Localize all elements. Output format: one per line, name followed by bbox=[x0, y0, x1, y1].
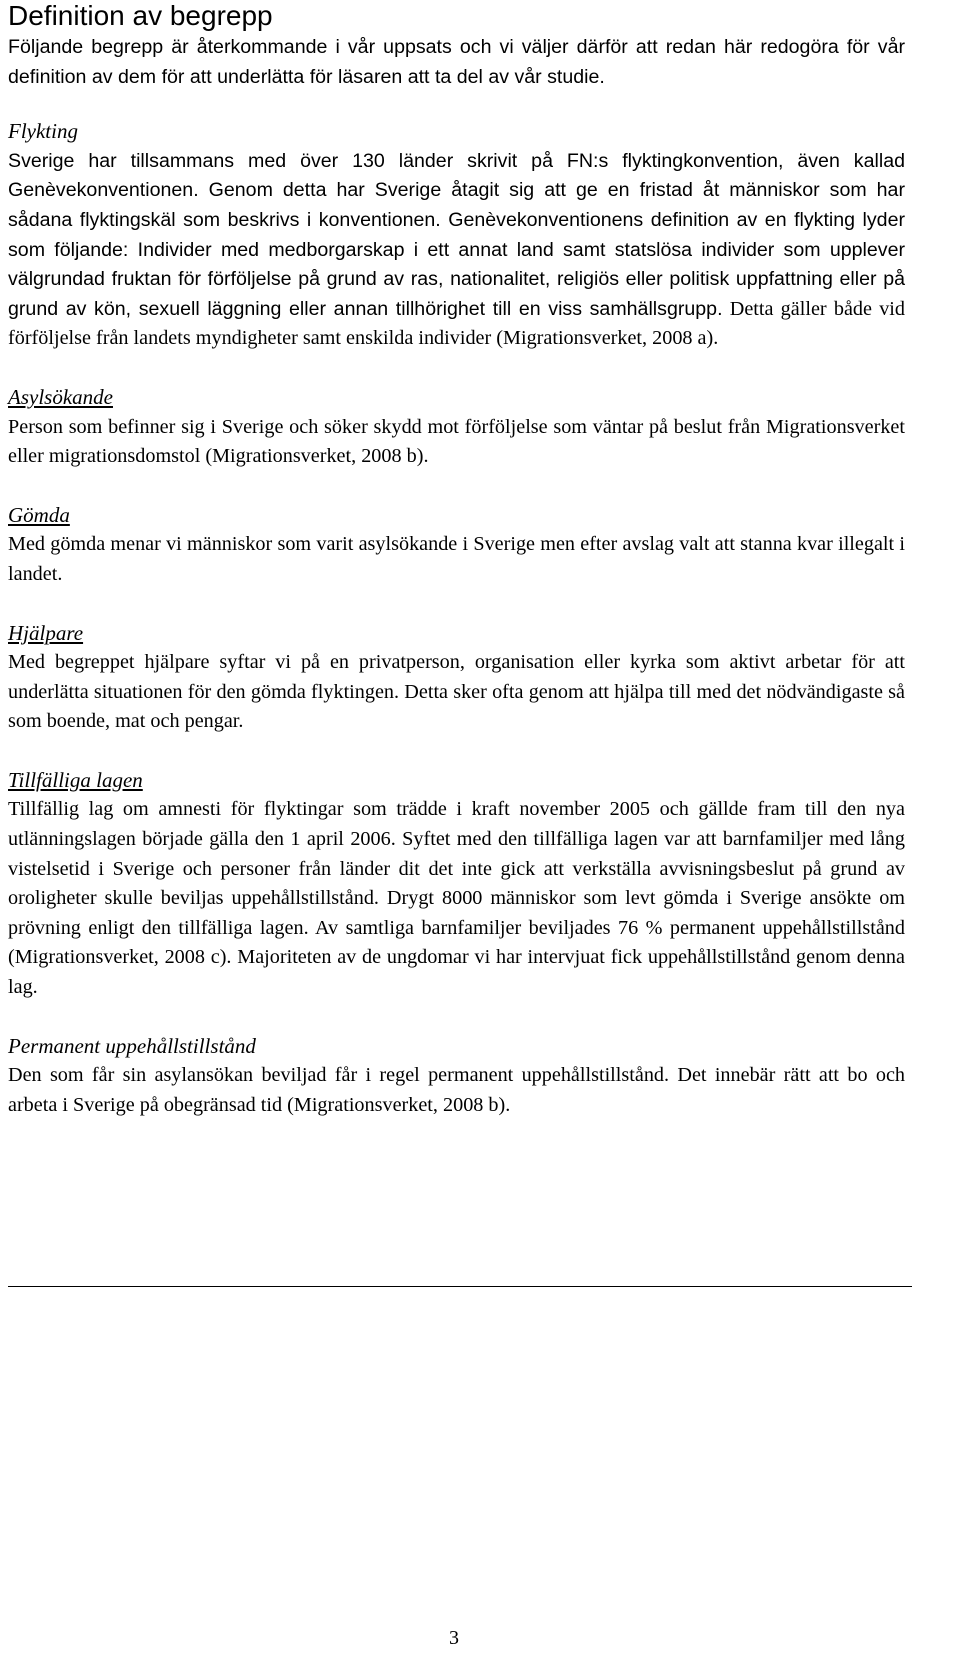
spacer bbox=[8, 1003, 905, 1032]
spacer bbox=[8, 354, 905, 383]
term-hjalpare: Hjälpare bbox=[8, 620, 84, 645]
spacer bbox=[8, 92, 905, 117]
spacer bbox=[8, 590, 905, 619]
page-title: Definition av begrepp bbox=[8, 0, 273, 31]
page-number: 3 bbox=[449, 1627, 459, 1649]
footnote-separator bbox=[8, 1286, 912, 1287]
document-page bbox=[8, 0, 905, 1649]
spacer bbox=[8, 737, 905, 766]
definition-asylsokande: Person som befinner sig i Sverige och söker skydd mot förföljelse som väntar på beslut från Migrationsverket eller migrationsdomstol (Migrationsverket, 2008 b). bbox=[8, 415, 905, 468]
term-tillfalliga-lagen: Tillfälliga lagen bbox=[8, 767, 143, 792]
definition-tillfalliga-lagen: Tillfällig lag om amnesti för flyktingar som trädde i kraft november 2005 och gällde fram till den nya utlänningslagen började gälla den 1 april 2006. Syftet med den tillfälliga lagen var att barnfamiljer med lång vistelsetid i Sverige och personer från länder dit det inte gick att verkställa avvisningsbeslut på grund av oroligheter skulle beviljas uppehållstillstånd. Drygt 8000 människor som levt gömda i Sverige ansökte om prövning enligt den tillfälliga lagen. Av samtliga barnfamiljer beviljades 76 % permanent uppehållstillstånd (Migrationsverket, 2008 c). Majoriteten av de ungdomar vi har intervjuat fick uppehållstillstånd genom denna lag. bbox=[8, 798, 905, 999]
definition-flykting-part-a: Sverige har tillsammans med över 130 länder skrivit på FN:s flyktingkonvention, även kallad Genèvekonventionen. Genom detta har Sverige åtagit sig att ge en fristad åt människor som har sådana flyktingskäl som beskrivs i konventionen. Genèvekonventionens definition av en flykting lyder som följande: Individer med medborgarskap i ett annat land samt statslösa individer som upplever välgrundad fruktan för förföljelse på grund av ras, nationalitet, religiös eller politisk uppfattning eller på grund av kön, sexuell läggning eller annan tillhörighet till en viss samhällsgrupp. bbox=[8, 149, 905, 320]
term-flykting: Flykting bbox=[8, 119, 78, 144]
term-asylsokande: Asylsökande bbox=[8, 384, 113, 409]
definition-gomda: Med gömda menar vi människor som varit asylsökande i Sverige men efter avslag valt att stanna kvar illegalt i landet. bbox=[8, 533, 905, 585]
term-permanent-uppehallstillstand: Permanent uppehållstillstånd bbox=[8, 1033, 256, 1058]
definition-permanent-uppehallstillstand: Den som får sin asylansökan beviljad får i regel permanent uppehållstillstånd. Det innebär rätt att bo och arbeta i Sverige på obegränsad tid (Migrationsverket, 2008 b). bbox=[8, 1064, 905, 1116]
definition-flykting bbox=[8, 147, 905, 354]
spacer bbox=[8, 472, 905, 501]
intro-paragraph: Följande begrepp är återkommande i vår uppsats och vi väljer därför att redan här redogöra för vår definition av dem för att underlätta för läsaren att ta del av vår studie. bbox=[8, 36, 905, 88]
definition-hjalpare: Med begreppet hjälpare syftar vi på en privatperson, organisation eller kyrka som aktivt arbetar för att underlätta situationen för den gömda flyktingen. Detta sker ofta genom att hjälpa till med det nödvändigaste så som boende, mat och pengar. bbox=[8, 651, 905, 733]
term-gomda: Gömda bbox=[8, 502, 70, 527]
definition-flykting-part-b: Detta gäller både vid förföljelse från landets myndigheter samt enskilda individer (Migrationsverket, 2008 a). bbox=[8, 297, 905, 350]
